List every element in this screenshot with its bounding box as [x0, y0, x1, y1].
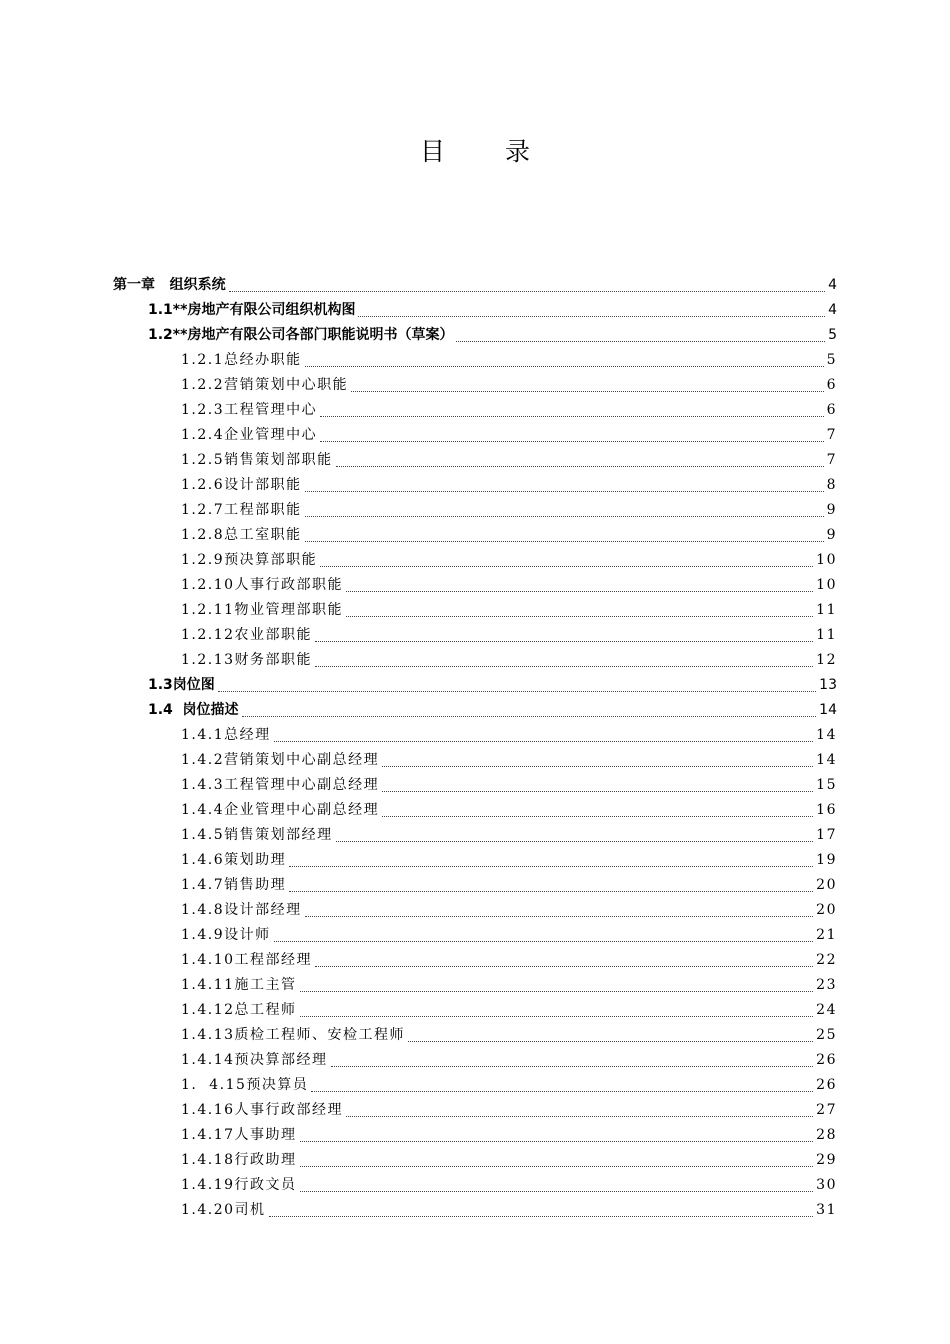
toc-entry[interactable] — [0, 848, 837, 873]
toc-entry[interactable] — [0, 523, 837, 548]
toc-entry-title: 1.4.17人事助理 — [181, 1127, 297, 1143]
toc-entry[interactable] — [0, 448, 837, 473]
toc-page-number: 7 — [826, 452, 837, 468]
toc-entry[interactable] — [0, 498, 837, 523]
toc-entry[interactable] — [0, 748, 837, 773]
toc-page-number: 23 — [816, 977, 837, 993]
dot-leader — [305, 366, 824, 367]
toc-entry[interactable] — [0, 298, 837, 323]
dot-leader — [336, 841, 814, 842]
toc-entry[interactable] — [0, 473, 837, 498]
toc-page-number: 14 — [816, 752, 837, 768]
dot-leader — [242, 716, 817, 717]
toc-entry-title: 1.2.13财务部职能 — [181, 652, 313, 668]
toc-page-number: 17 — [816, 827, 837, 843]
toc-entry-title: 1.2.12农业部职能 — [181, 627, 313, 643]
toc-entry-title: 第一章 组织系统 — [113, 277, 226, 293]
toc-page-number: 11 — [816, 627, 837, 643]
toc-entry-title: 1.2.1总经办职能 — [181, 352, 302, 368]
toc-page-number: 10 — [816, 552, 837, 568]
toc-page-number: 5 — [828, 327, 837, 343]
toc-page-number: 30 — [816, 1177, 837, 1193]
toc-entry[interactable] — [0, 723, 837, 748]
toc-entry[interactable] — [0, 823, 837, 848]
toc-page-number: 8 — [826, 477, 837, 493]
toc-entry[interactable] — [0, 648, 837, 673]
toc-entry-title: 1.4.3工程管理中心副总经理 — [181, 777, 380, 793]
toc-page-number: 14 — [816, 727, 837, 743]
toc-entry-title: 1.4.19行政文员 — [181, 1177, 297, 1193]
dot-leader — [382, 816, 813, 817]
dot-leader — [300, 1016, 814, 1017]
toc-entry-title: 1.4.6策划助理 — [181, 852, 287, 868]
toc-entry[interactable] — [0, 398, 837, 423]
dot-leader — [320, 566, 813, 567]
dot-leader — [269, 1216, 814, 1217]
dot-leader — [336, 466, 824, 467]
toc-page-number: 10 — [816, 577, 837, 593]
toc-entry-title: 1.4.1总经理 — [181, 727, 271, 743]
toc-entry-title: 1.4.5销售策划部经理 — [181, 827, 333, 843]
toc-page-number: 28 — [816, 1127, 837, 1143]
toc-entry-title: 1.4.14预决算部经理 — [181, 1052, 328, 1068]
toc-page-number: 15 — [816, 777, 837, 793]
toc-entry[interactable] — [0, 348, 837, 373]
toc-entry[interactable] — [0, 673, 837, 698]
dot-leader — [305, 491, 824, 492]
toc-entry[interactable] — [0, 623, 837, 648]
dot-leader — [274, 741, 814, 742]
toc-page-number: 26 — [816, 1077, 837, 1093]
dot-leader — [305, 516, 824, 517]
toc-entry-title: 1.2.4企业管理中心 — [181, 427, 318, 443]
dot-leader — [382, 766, 813, 767]
toc-entry-title: 1. 4.15预决算员 — [181, 1077, 309, 1093]
dot-leader — [331, 1066, 814, 1067]
toc-page-number: 16 — [816, 802, 837, 818]
toc-page-number: 21 — [816, 927, 837, 943]
toc-entry-title: 1.4.9设计师 — [181, 927, 271, 943]
toc-entry[interactable] — [0, 1148, 837, 1173]
toc-page-number: 29 — [816, 1152, 837, 1168]
dot-leader — [300, 1166, 814, 1167]
dot-leader — [229, 291, 825, 292]
toc-entry[interactable] — [0, 973, 837, 998]
dot-leader — [300, 1141, 814, 1142]
dot-leader — [315, 966, 813, 967]
toc-page-number: 4 — [828, 277, 837, 293]
toc-page-number: 11 — [816, 602, 837, 618]
toc-page-number: 6 — [826, 377, 837, 393]
toc-entry-title: 1.2.8总工室职能 — [181, 527, 302, 543]
toc-entry[interactable] — [0, 1198, 837, 1223]
dot-leader — [274, 941, 814, 942]
toc-entry[interactable] — [0, 948, 837, 973]
toc-page-number: 9 — [826, 502, 837, 518]
dot-leader — [358, 316, 825, 317]
dot-leader — [218, 691, 816, 692]
toc-entry[interactable] — [0, 1173, 837, 1198]
dot-leader — [346, 1116, 813, 1117]
toc-entry-title: 1.2.2营销策划中心职能 — [181, 377, 349, 393]
toc-entry-title: 1.4.4企业管理中心副总经理 — [181, 802, 380, 818]
toc-entry-title: 1.4.2营销策划中心副总经理 — [181, 752, 380, 768]
toc-entry-title: 1.4.16人事行政部经理 — [181, 1102, 344, 1118]
toc-page-number: 26 — [816, 1052, 837, 1068]
toc-entry-title: 1.2.3工程管理中心 — [181, 402, 318, 418]
toc-entry[interactable] — [0, 423, 837, 448]
dot-leader — [300, 991, 814, 992]
toc-entry[interactable] — [0, 373, 837, 398]
toc-entry-title: 1.4.12总工程师 — [181, 1002, 297, 1018]
dot-leader — [320, 416, 823, 417]
toc-entry[interactable] — [0, 1048, 837, 1073]
toc-page-number: 20 — [816, 902, 837, 918]
toc-page-number: 9 — [826, 527, 837, 543]
toc-entry-title: 1.4.7销售助理 — [181, 877, 287, 893]
dot-leader — [456, 341, 825, 342]
dot-leader — [305, 541, 824, 542]
toc-page-number: 20 — [816, 877, 837, 893]
toc-page-number: 24 — [816, 1002, 837, 1018]
toc-page-number: 7 — [826, 427, 837, 443]
toc-entry-title: 1.4 岗位描述 — [148, 702, 239, 718]
dot-leader — [320, 441, 823, 442]
toc-page-number: 12 — [816, 652, 837, 668]
dot-leader — [289, 891, 813, 892]
toc-entry-title: 1.4.20司机 — [181, 1202, 266, 1218]
toc-entry[interactable] — [0, 1073, 837, 1098]
toc-entry[interactable] — [0, 698, 837, 723]
toc-entry[interactable] — [0, 898, 837, 923]
toc-page-number: 22 — [816, 952, 837, 968]
toc-entry[interactable] — [0, 598, 837, 623]
toc-entry-title: 1.1**房地产有限公司组织机构图 — [148, 302, 356, 318]
toc-page-number: 4 — [828, 302, 837, 318]
toc-entry[interactable] — [0, 273, 837, 298]
dot-leader — [311, 1091, 813, 1092]
toc-page-number: 5 — [826, 352, 837, 368]
toc-page-number: 31 — [816, 1202, 837, 1218]
toc-entry[interactable] — [0, 1098, 837, 1123]
toc-entry-title: 1.2.9预决算部职能 — [181, 552, 318, 568]
toc-page-number: 27 — [816, 1102, 837, 1118]
toc-entry[interactable] — [0, 1123, 837, 1148]
toc-entry[interactable] — [0, 923, 837, 948]
toc-page-number: 19 — [816, 852, 837, 868]
toc-entry[interactable] — [0, 798, 837, 823]
dot-leader — [351, 391, 823, 392]
toc-entry-title: 1.2**房地产有限公司各部门职能说明书（草案） — [148, 327, 454, 343]
toc-entry[interactable] — [0, 1023, 837, 1048]
toc-entry-title: 1.2.10人事行政部职能 — [181, 577, 344, 593]
toc-entry-title: 1.2.7工程部职能 — [181, 502, 302, 518]
dot-leader — [300, 1191, 814, 1192]
toc-page-number: 14 — [819, 702, 837, 718]
toc-entry-title: 1.2.6设计部职能 — [181, 477, 302, 493]
dot-leader — [315, 641, 813, 642]
dot-leader — [408, 1041, 813, 1042]
toc-title: 目 录 — [420, 137, 556, 166]
toc-entry-title: 1.3岗位图 — [148, 677, 215, 693]
toc-page-number: 6 — [826, 402, 837, 418]
dot-leader — [346, 591, 813, 592]
dot-leader — [315, 666, 813, 667]
toc-entry-title: 1.4.10工程部经理 — [181, 952, 313, 968]
table-of-contents — [0, 273, 950, 1223]
toc-entry[interactable] — [0, 548, 837, 573]
toc-entry-title: 1.2.5销售策划部职能 — [181, 452, 333, 468]
toc-entry[interactable] — [0, 998, 837, 1023]
dot-leader — [305, 916, 814, 917]
toc-entry-title: 1.4.8设计部经理 — [181, 902, 302, 918]
toc-entry-title: 1.4.11施工主管 — [181, 977, 297, 993]
toc-entry[interactable] — [0, 873, 837, 898]
toc-entry-title: 1.4.13质检工程师、安检工程师 — [181, 1027, 406, 1043]
dot-leader — [382, 791, 813, 792]
dot-leader — [289, 866, 813, 867]
toc-entry-title: 1.4.18行政助理 — [181, 1152, 297, 1168]
toc-page-number: 13 — [819, 677, 837, 693]
toc-entry-title: 1.2.11物业管理部职能 — [181, 602, 344, 618]
toc-entry[interactable] — [0, 323, 837, 348]
toc-entry[interactable] — [0, 773, 837, 798]
dot-leader — [346, 616, 813, 617]
toc-entry[interactable] — [0, 573, 837, 598]
toc-page-number: 25 — [816, 1027, 837, 1043]
